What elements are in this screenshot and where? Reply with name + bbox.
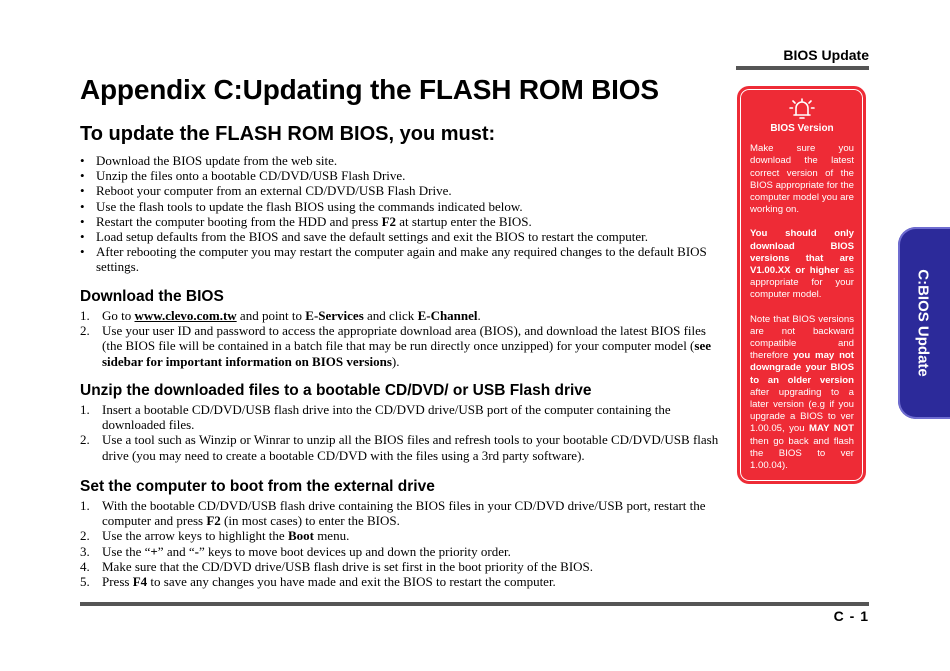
- list-item: 1. Go to www.clevo.com.tw and point to E-Services and click E-Channel.: [80, 308, 481, 323]
- unzip-steps: [80, 402, 725, 463]
- list-item: 2. Use your user ID and password to access the appropriate download area (BIOS), and download the latest BIOS files (the BIOS file will be contained in a batch file that may be run directly once unzipped) for your computer model (see sidebar for important information on BIOS versions).: [80, 323, 711, 369]
- bullet-item: • Restart the computer booting from the HDD and press F2 at startup enter the BIOS.: [80, 214, 725, 229]
- bullet-item: • Use the flash tools to update the flash BIOS using the commands indicated below.: [80, 199, 725, 214]
- download-heading: Download the BIOS: [80, 288, 224, 305]
- list-item: 3. Use the “+” and “-” keys to move boot devices up and down the priority order.: [80, 543, 511, 559]
- boot-heading: Set the computer to boot from the external drive: [80, 478, 435, 495]
- bullet-item: • After rebooting the computer you may restart the computer again and make any required changes to the default BIOS settings.: [80, 244, 725, 274]
- chapter-side-tab[interactable]: [898, 227, 950, 419]
- list-item: 1. Insert a bootable CD/DVD/USB flash drive into the CD/DVD drive/USB port of the computer containing the downloaded files.: [80, 402, 671, 433]
- bullet-item: • Load setup defaults from the BIOS and save the default settings and exit the BIOS to restart the computer.: [80, 229, 725, 244]
- clevo-website-link[interactable]: www.clevo.com.tw: [134, 308, 237, 323]
- list-item: 2. Use a tool such as Winzip or Winrar to unzip all the BIOS files and refresh tools to your bootable CD/DVD/USB flash drive (you may need to create a bootable CD/DVD with the files using a 3rd party software).: [80, 432, 719, 463]
- warning-bell-icon: [787, 97, 817, 121]
- sidebar-title: BIOS Version: [770, 123, 834, 134]
- bullet-item: • Download the BIOS update from the web site.: [80, 153, 725, 168]
- bios-version-sidebar: [737, 86, 866, 484]
- download-steps: [80, 308, 725, 369]
- list-item: 1. With the bootable CD/DVD/USB flash drive containing the BIOS files in your CD/DVD drive/USB port, restart the computer and press F2 (in most cases) to enter the BIOS.: [80, 498, 706, 529]
- intro-bullet-list: [80, 153, 725, 275]
- bullet-item: • Reboot your computer from an external CD/DVD/USB Flash Drive.: [80, 183, 725, 198]
- boot-steps: [80, 498, 725, 589]
- sidebar-paragraph: Note that BIOS versions are not backward compatible and therefore you may not downgrade your BIOS to an older version after upgrading to a later version (e.g if you upgrade a BIOS to ver 1.00.05, you MAY NOT then go back and flash the BIOS to ver 1.00.04).: [750, 313, 854, 472]
- list-item: 5. Press F4 to save any changes you have made and exit the BIOS to restart the computer.: [80, 574, 556, 590]
- footer-rule: [80, 602, 869, 606]
- sidebar-paragraph: You should only download BIOS versions that are V1.00.XX or higher as appropriate for your computer model.: [750, 228, 854, 301]
- key-f2: F2: [381, 213, 397, 229]
- running-header: BIOS Update: [783, 47, 869, 63]
- unzip-heading: Unzip the downloaded files to a bootable CD/DVD/ or USB Flash drive: [80, 382, 592, 399]
- bullet-item: • Unzip the files onto a bootable CD/DVD/USB Flash Drive.: [80, 168, 725, 183]
- page-title: Appendix C:Updating the FLASH ROM BIOS: [80, 74, 659, 105]
- side-tab-label: C:BIOS Update: [914, 269, 932, 377]
- section-subtitle: To update the FLASH ROM BIOS, you must:: [80, 123, 496, 145]
- header-rule: [736, 66, 869, 70]
- page-number: C - 1: [833, 608, 869, 624]
- list-item: 2. Use the arrow keys to highlight the Boot menu.: [80, 528, 350, 544]
- list-item: 4. Make sure that the CD/DVD drive/USB flash drive is set first in the boot priority of the BIOS.: [80, 558, 594, 574]
- sidebar-paragraph: Make sure you download the latest correct version of the BIOS appropriate for the computer model you are working on.: [750, 143, 854, 216]
